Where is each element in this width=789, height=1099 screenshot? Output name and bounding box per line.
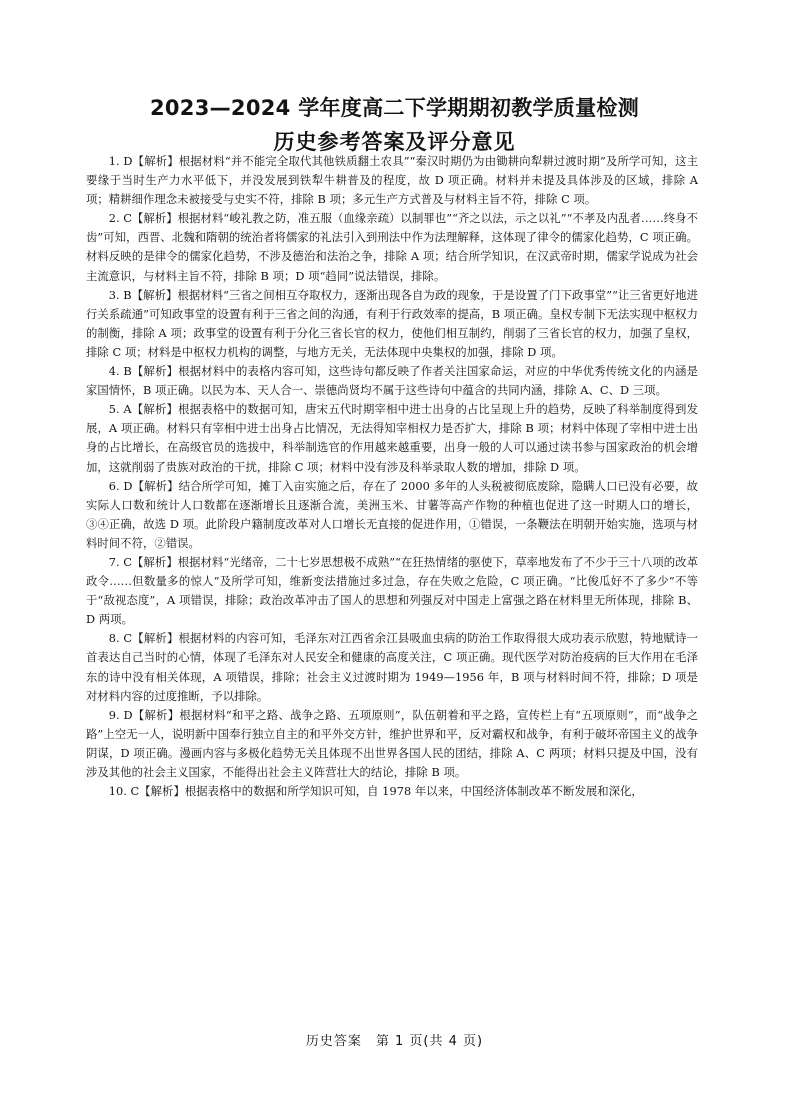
answer-item-2: 2. C【解析】根据材料“峻礼教之防，准五服（血缘亲疏）以制罪也”“齐之以法，示之以礼”“不孝及内乱者……终身不齿”可知，西晋、北魏和隋朝的统治者将儒家的礼法引入到刑法中作为法理解释，这体现了律令的儒家化趋势，C 项正确。材料反映的是律令的儒家化趋势，不涉及德治和法治之争，排除 A 项；结合所学知识，在汉武帝时期，儒家学说成为社会主流意识，与材料主旨不符，排除 B 项；D 项“趋同”说法错误，排除。 <box>86 211 698 283</box>
answer-item-6: 6. D【解析】结合所学可知，摊丁入亩实施之后，存在了 2000 多年的人头税被彻底废除，隐瞒人口已没有必要，故实际人口数和统计人口数都在逐渐增长且逐渐合流，美洲玉米、甘薯等高产作物的种植也促进了这一时期人口的增长，③④正确，故选 D 项。此阶段户籍制度改革对人口增长无直接的促进作用，①错误，一条鞭法在明朝开始实施，选项与材料时间不符，②错误。 <box>86 478 698 550</box>
answer-item-1: 1. D【解析】根据材料“并不能完全取代其他铁质翻土农具”“秦汉时期仍为由锄耕向犁耕过渡时期”及所学可知，这主要缘于当时生产力水平低下，并没发展到铁犁牛耕普及的程度，故 D 项正确。材料并未提及具体涉及的区域，排除 A 项；精耕细作理念未被接受与史实不符，排除 B 项；多元生产方式普及与材料主旨不符，排除 C 项。 <box>86 154 698 207</box>
answer-item-3: 3. B【解析】根据材料“三省之间相互夺取权力，逐渐出现各自为政的现象，于是设置了门下政事堂”“让三省更好地进行关系疏通”可知政事堂的设置有利于三省之间的沟通，有利于行政效率的提高，B 项正确。皇权专制下无法实现中枢权力的制衡，排除 A 项；政事堂的设置有利于分化三省长官的权力，使他们相互制约，削弱了三省长官的权力，加强了皇权，排除 C 项；材料是中枢权力机构的调整，与地方无关，无法体现中央集权的加强，排除 D 项。 <box>86 287 698 359</box>
document-subtitle: 历史参考答案及评分意见 <box>273 130 516 154</box>
document-title: 2023—2024 学年度高二下学期期初教学质量检测 <box>149 96 639 120</box>
answer-item-7: 7. C【解析】根据材料“光绪帝，二十七岁思想极不成熟”“在狂热情绪的驱使下，草率地发布了不少于三十八项的改革政令……但数量多的惊人”及所学可知，维新变法措施过多过急，存在失败之危险，C 项正确。“比俊瓜好不了多少”不等于“敌视态度”，A 项错误，排除；政治改革冲击了国人的思想和列强反对中国走上富强之路在材料里无所体现，排除 B、D 两项。 <box>86 554 698 627</box>
answer-item-8: 8. C【解析】根据材料的内容可知，毛泽东对江西省余江县吸血虫病的防治工作取得很大成功表示欣慰，特地赋诗一首表达自己当时的心情，体现了毛泽东对人民安全和健康的高度关注，C 项正确。现代医学对防治疫病的巨大作用在毛泽东的诗中没有相关体现，A 项错误，排除；社会主义过渡时期为 1949—1956 年，B 项与材料时间不符，排除；D 项是对材料内容的过度推断，予以排除。 <box>86 631 698 703</box>
answer-item-4: 4. B【解析】根据材料中的表格内容可知，这些诗句都反映了作者关注国家命运，对应的中华优秀传统文化的内涵是家国情怀，B 项正确。以民为本、天人合一、崇德尚贤均不属于这些诗句中蕴含的共同内涵，排除 A、C、D 三项。 <box>86 364 698 398</box>
answer-item-5: 5. A【解析】根据表格中的数据可知，唐宋五代时期宰相中进士出身的占比呈现上升的趋势，反映了科举制度得到发展，A 项正确。材料只有宰相中进士出身占比情况，无法得知宰相权力是否扩大，排除 B 项；材料中体现了宰相中进士出身的占比增长，在高级官员的选拔中，科举制选官的作用越来越重要，出身一般的人可以通过读书参与国家政治的机会增加，这就削弱了贵族对政治的干扰，排除 C 项；材料中没有涉及科举录取人数的增加，排除 D 项。 <box>86 402 698 474</box>
answer-list <box>86 152 698 801</box>
answer-item-9: 9. D【解析】根据材料“和平之路、战争之路、五项原则”，队伍朝着和平之路，宣传栏上有“五项原则”，而“战争之路”上空无一人，说明新中国奉行独立自主的和平外交方针，维护世界和平，反对霸权和战争，有利于破坏帝国主义的战争阴谋，D 项正确。漫画内容与多极化趋势无关且体现不出世界各国人民的团结，排除 A、C 两项；材料只提及中国，没有涉及其他的社会主义国家，不能得出社会主义阵营壮大的结论，排除 B 项。 <box>86 707 698 779</box>
answer-item-10: 10. C【解析】根据表格中的数据和所学知识可知，自 1978 年以来，中国经济体制改革不断发展和深化， <box>108 784 643 799</box>
page-footer: 历史答案 第 1 页(共 4 页) <box>305 1034 484 1049</box>
